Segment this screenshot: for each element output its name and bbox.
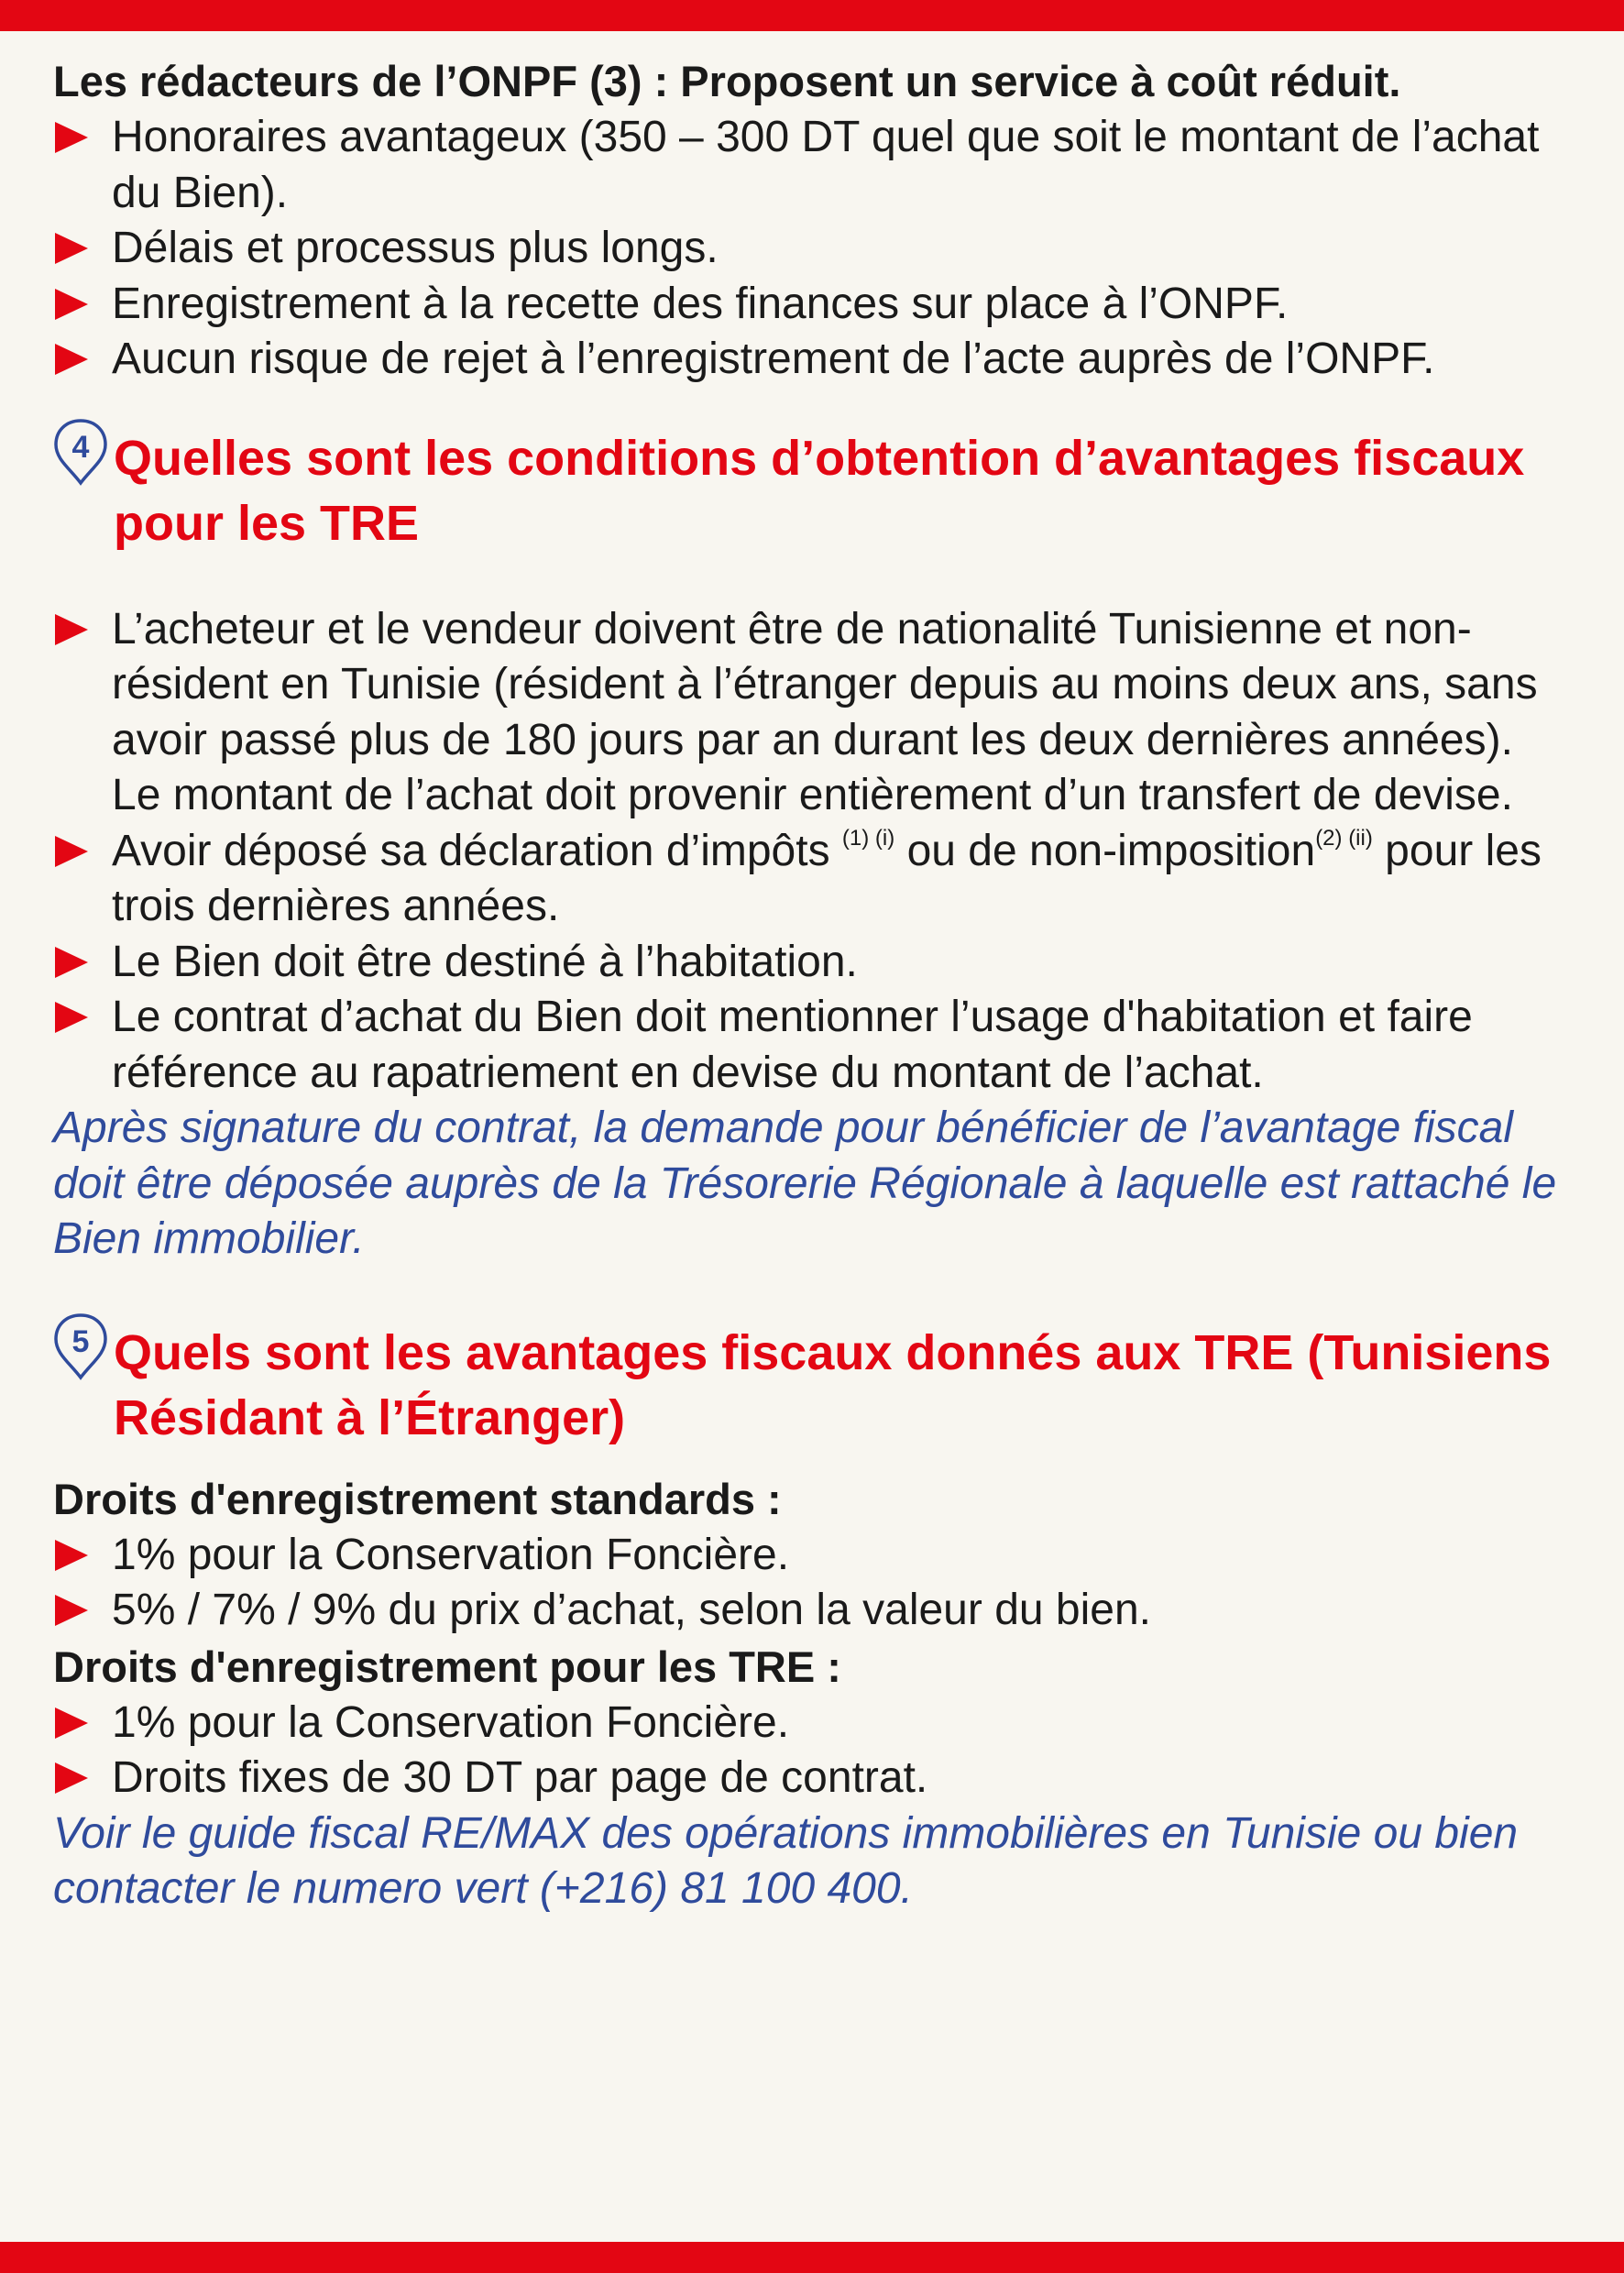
list-item (53, 221, 1575, 277)
list-item (53, 824, 1575, 935)
list-item-text: 1% pour la Conservation Foncière. (112, 1697, 790, 1747)
section-4-note: Après signature du contrat, la demande pour bénéficier de l’avantage fiscal doit être déposée auprès de la Trésorerie Régionale à laquelle est rattaché le Bien immobilier. (53, 1104, 1557, 1263)
section-5-note: Voir le guide fiscal RE/MAX des opérations immobilières en Tunisie ou bien contacter le numero vert (+216) 81 100 400. (53, 1808, 1519, 1913)
page-content (53, 53, 1575, 1917)
top-accent-bar (0, 0, 1624, 31)
list-item (53, 935, 1575, 991)
list-item-text: L’acheteur et le vendeur doivent être de nationalité Tunisienne et non-résident en Tunisie (résident à l’étranger depuis au moins deux ans, sans avoir passé plus de 180 jours par an durant les deux dernières années). (112, 604, 1538, 764)
section-5-title-text: Quels sont les avantages fiscaux donnés aux TRE (Tunisiens Résidant à l’Étranger) (114, 1324, 1552, 1445)
bullet-triangle-icon (55, 836, 88, 867)
bottom-accent-bar (0, 2242, 1624, 2273)
bullet-triangle-icon (55, 1762, 88, 1794)
standard-fees-heading: Droits d'enregistrement standards : (53, 1474, 782, 1523)
bullet-triangle-icon (55, 122, 88, 153)
section-4-title-text: Quelles sont les conditions d’obtention d’avantages fiscaux pour les TRE (114, 430, 1525, 551)
list-item-text: Aucun risque de rejet à l’enregistrement de l’acte auprès de l’ONPF. (112, 335, 1435, 383)
tre-fees-list (53, 1696, 1575, 1806)
list-item (53, 110, 1575, 221)
list-item-text: Le montant de l’achat doit provenir entièrement d’un transfert de devise. (112, 771, 1513, 819)
onpf-heading: Les rédacteurs de l’ONPF (3) : Proposent un service à coût réduit. (53, 57, 1401, 105)
bullet-triangle-icon (55, 344, 88, 375)
list-item (53, 1751, 1575, 1806)
bullet-triangle-icon (55, 1002, 88, 1033)
section-4-list (53, 602, 1575, 1102)
bullet-triangle-icon (55, 233, 88, 264)
bullet-triangle-icon (55, 289, 88, 320)
bullet-triangle-icon (55, 614, 88, 645)
list-item (53, 1696, 1575, 1751)
list-item (53, 332, 1575, 388)
bullet-triangle-icon (55, 1540, 88, 1571)
section-5-title (53, 1321, 1575, 1451)
list-item-text: Le Bien doit être destiné à l’habitation. (112, 937, 858, 986)
standard-fees-list (53, 1528, 1575, 1639)
list-item-text: 5% / 7% / 9% du prix d’achat, selon la valeur du bien. (112, 1586, 1151, 1634)
list-item-text: ou de non-imposition (894, 826, 1316, 875)
bullet-triangle-icon (55, 947, 88, 978)
map-pin-number-icon (51, 1312, 110, 1381)
tre-fees-heading: Droits d'enregistrement pour les TRE : (53, 1642, 841, 1691)
footnote-ref: (1) (i) (841, 825, 895, 851)
list-item-text: Droits fixes de 30 DT par page de contrat. (112, 1753, 928, 1802)
list-item-text: Enregistrement à la recette des finances sur place à l’ONPF. (112, 279, 1289, 328)
list-item-text: Honoraires avantageux (350 – 300 DT quel que soit le montant de l’achat du Bien). (112, 113, 1540, 217)
list-item-text: Le contrat d’achat du Bien doit mentionner l’usage d'habitation et faire référence au rapatriement en devise du montant de l’achat. (112, 993, 1473, 1097)
list-item (53, 1583, 1575, 1639)
list-item-text: Délais et processus plus longs. (112, 224, 719, 272)
list-item (53, 602, 1575, 824)
map-pin-number-icon (51, 417, 110, 487)
svg-text:4: 4 (71, 429, 90, 465)
list-item-text: pour les trois dernières années. (112, 826, 1542, 930)
list-item-text: 1% pour la Conservation Foncière. (112, 1530, 790, 1579)
section-4-title (53, 426, 1575, 556)
list-item (53, 277, 1575, 333)
onpf-list (53, 110, 1575, 388)
svg-text:5: 5 (71, 1323, 90, 1359)
bullet-triangle-icon (55, 1595, 88, 1626)
list-item (53, 990, 1575, 1101)
list-item-text: Avoir déposé sa déclaration d’impôts (112, 826, 842, 875)
footnote-ref: (2) (ii) (1315, 825, 1373, 851)
list-item (53, 1528, 1575, 1584)
bullet-triangle-icon (55, 1707, 88, 1739)
